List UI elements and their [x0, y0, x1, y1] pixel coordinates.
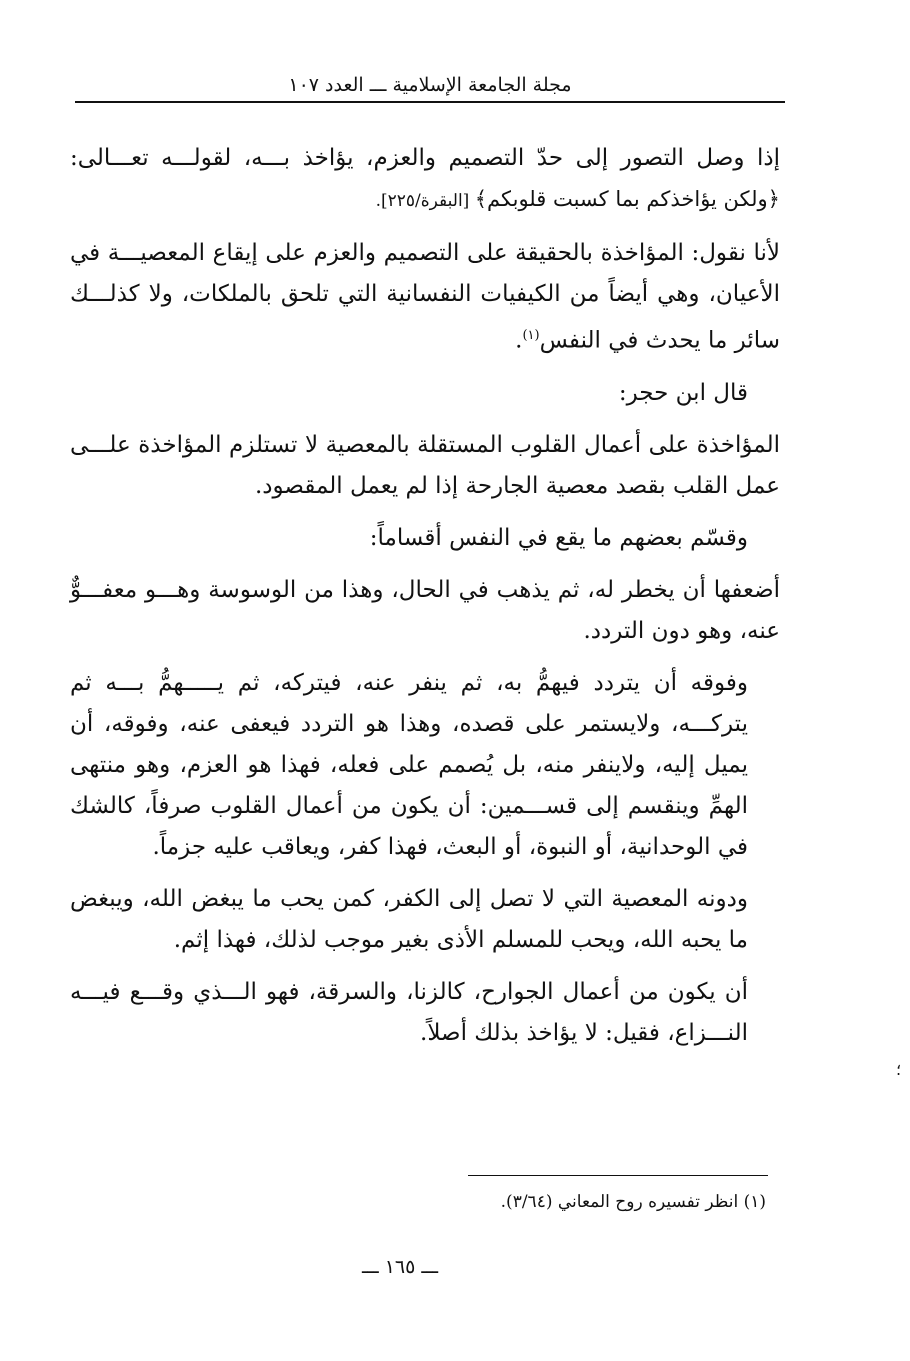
- footnote-marker[interactable]: (١): [522, 328, 540, 343]
- footnote: (١) انظر تفسيره روح المعاني (٣/٦٤).: [500, 1192, 766, 1212]
- paragraph-9: أن يكون من أعمال الجوارح، كالزنا، والسرقة، فهو الـــذي وقـــع فيـــه النـــزاع، فقيل: لا يؤاخذ بذلك أصلاً.: [70, 978, 748, 1046]
- paragraph-2: [70, 233, 780, 362]
- footnote-rule: [468, 1175, 768, 1176]
- paragraph-6: أضعفها أن يخطر له، ثم يذهب في الحال، وهذا من الوسوسة وهـــو معفـــوٌّ عنه، وهو دون التردد.: [70, 576, 780, 644]
- paragraph-3: قال ابن حجر:: [618, 379, 748, 406]
- paragraph-1: [70, 138, 780, 222]
- verse-reference: [البقرة/٢٢٥].: [375, 191, 475, 211]
- paragraph-4: المؤاخذة على أعمال القلوب المستقلة بالمعصية لا تستلزم المؤاخذة علـــى عمل القلب بقصد معصية الجارحة إذا لم يعمل المقصود.: [70, 431, 780, 499]
- paragraph-1-text: إذا وصل التصور إلى حدّ التصميم والعزم، يؤاخذ بـــه، لقولـــه تعـــالى:: [70, 145, 780, 171]
- quran-verse: ﴿ولكن يؤاخذكم بما كسبت قلوبكم﴾: [474, 187, 780, 211]
- running-header: مجلة الجامعة الإسلامية ـــ العدد ١٠٧: [288, 74, 572, 96]
- page-number: ـــ ١٦٥ ـــ: [361, 1256, 439, 1278]
- margin-mark: ؛: [896, 1060, 902, 1079]
- header-rule: [75, 101, 785, 103]
- paragraph-5: وقسّم بعضهم ما يقع في النفس أقساماً:: [369, 524, 748, 551]
- paragraph-2-end: .: [515, 327, 523, 354]
- page-body: [70, 138, 780, 1065]
- paragraph-7: وفوقه أن يتردد فيهمُّ به، ثم ينفر عنه، فيتركه، ثم يـــــهمُّ بـــه ثم يتركـــه، ولايستمر على قصده، وهذا هو التردد فيعفى عنه، وفوقه، أن يميل إليه، ولاينفر منه، بل يُصمم على فعله، فهذا هو العزم، وهو منتهى الهمِّ وينقسم إلى قســـمين: أن يكون من أعمال القلوب صرفاً، كالشك في الوحدانية، أو النبوة، أو البعث، فهذا كفر، ويعاقب عليه جزماً.: [70, 669, 748, 860]
- paragraph-2-text: لأنا نقول: المؤاخذة بالحقيقة على التصميم والعزم على إيقاع المعصيـــة في الأعيان، وهي أيضاً من الكيفيات النفسانية التي تلحق بالملكات، ولا كذلـــك سائر ما يحدث في النفس: [70, 240, 780, 354]
- paragraph-8: ودونه المعصية التي لا تصل إلى الكفر، كمن يحب ما يبغض الله، ويبغض ما يحبه الله، ويحب للمسلم الأذى بغير موجب لذلك، فهذا إثم.: [70, 885, 748, 953]
